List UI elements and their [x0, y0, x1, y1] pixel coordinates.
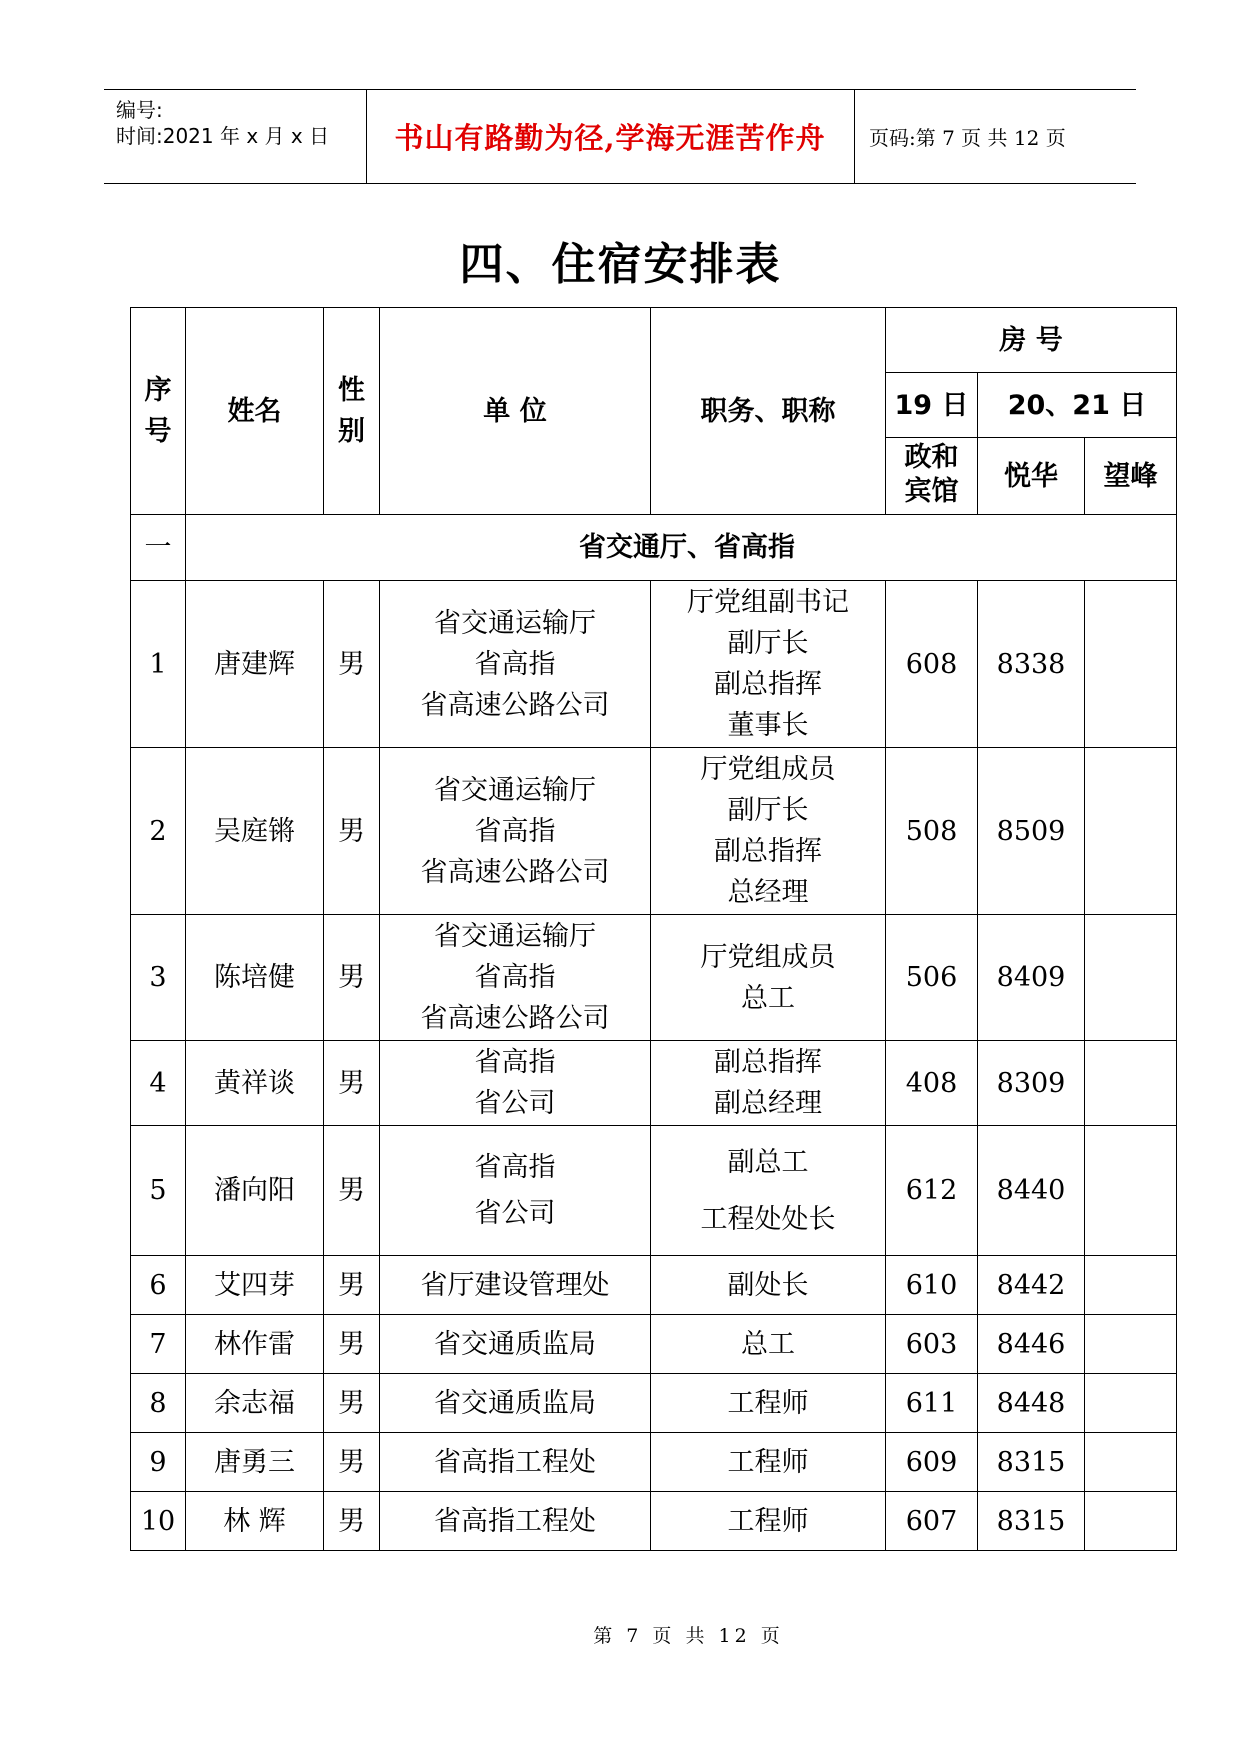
unit-line: 省交通运输厅: [434, 774, 596, 806]
table-row: [131, 748, 1177, 915]
table-row: [131, 1492, 1177, 1551]
cell-room-zhenghe: 408: [886, 1041, 978, 1126]
cell-position: [651, 1256, 886, 1315]
unit-line: 省高速公路公司: [420, 1003, 610, 1034]
motto: 书山有路勤为径,学海无涯苦作舟: [366, 90, 855, 183]
cell-room-wangfeng: [1085, 1374, 1177, 1433]
cell-gender: 男: [324, 748, 380, 915]
table-row: [131, 1315, 1177, 1374]
header-meta: [104, 90, 367, 183]
position-line: 工程师: [727, 1387, 809, 1419]
cell-position: [651, 748, 886, 915]
cell-gender: 男: [324, 1433, 380, 1492]
unit-line: 省高指: [474, 648, 556, 680]
cell-room-zhenghe: 611: [886, 1374, 978, 1433]
cell-unit: [380, 581, 651, 748]
cell-seq: 4: [131, 1041, 186, 1126]
cell-seq: 1: [131, 581, 186, 748]
cell-unit: [380, 1041, 651, 1126]
cell-name: 艾四芽: [186, 1256, 324, 1315]
unit-line: 省高指工程处: [434, 1446, 596, 1478]
cell-unit: [380, 1433, 651, 1492]
cell-seq: 5: [131, 1126, 186, 1256]
cell-name: 林作雷: [186, 1315, 324, 1374]
unit-line: 省交通质监局: [434, 1387, 596, 1419]
position-line: 总经理: [727, 877, 809, 908]
cell-unit: [380, 915, 651, 1041]
cell-room-zhenghe: 608: [886, 581, 978, 748]
cell-unit: [380, 1374, 651, 1433]
position-line: 副总指挥: [714, 836, 822, 867]
cell-room-wangfeng: [1085, 1256, 1177, 1315]
cell-room-wangfeng: [1085, 1315, 1177, 1374]
position-line: 副总工: [727, 1146, 809, 1178]
position-line: 副总经理: [714, 1088, 822, 1119]
cell-position: [651, 1126, 886, 1256]
cell-room-yuehua: 8509: [978, 748, 1085, 915]
header-name: 姓名: [186, 308, 324, 515]
header-day19: 19 日: [886, 373, 978, 438]
cell-name: 余志福: [186, 1374, 324, 1433]
table-row: [131, 1433, 1177, 1492]
header-hotel-zhenghe: [886, 438, 978, 515]
cell-room-zhenghe: 610: [886, 1256, 978, 1315]
cell-room-zhenghe: 603: [886, 1315, 978, 1374]
table-row: [131, 581, 1177, 748]
document-header: [104, 89, 1136, 184]
cell-name: 唐建辉: [186, 581, 324, 748]
table-row: [131, 1126, 1177, 1256]
header-hotel-zhenghe-text: 政和宾馆: [904, 441, 959, 507]
cell-unit: [380, 748, 651, 915]
page-footer: 第 7 页 共 12 页: [593, 1625, 784, 1647]
cell-unit: [380, 1492, 651, 1551]
cell-position: [651, 1433, 886, 1492]
position-line: 工程师: [727, 1505, 809, 1537]
cell-name: 陈培健: [186, 915, 324, 1041]
position-line: 厅党组成员: [700, 754, 836, 785]
cell-name: 吴庭锵: [186, 748, 324, 915]
cell-seq: 10: [131, 1492, 186, 1551]
header-room: 房 号: [886, 308, 1177, 373]
position-line: 工程处处长: [700, 1203, 836, 1235]
unit-line: 省高速公路公司: [420, 689, 610, 721]
table-row: [131, 1041, 1177, 1126]
cell-position: [651, 1374, 886, 1433]
cell-room-zhenghe: 607: [886, 1492, 978, 1551]
position-line: 副总指挥: [714, 669, 822, 700]
unit-line: 省公司: [474, 1197, 556, 1229]
unit-line: 省高速公路公司: [420, 856, 610, 888]
unit-line: 省交通运输厅: [434, 607, 596, 639]
unit-line: 省高指工程处: [434, 1505, 596, 1537]
cell-position: [651, 581, 886, 748]
number-label: 编号:: [116, 98, 163, 122]
cell-name: 唐勇三: [186, 1433, 324, 1492]
cell-room-yuehua: 8315: [978, 1492, 1085, 1551]
cell-seq: 9: [131, 1433, 186, 1492]
cell-room-zhenghe: 609: [886, 1433, 978, 1492]
cell-name: 林 辉: [186, 1492, 324, 1551]
header-position: 职务、职称: [651, 308, 886, 515]
cell-unit: [380, 1256, 651, 1315]
cell-gender: 男: [324, 1041, 380, 1126]
cell-room-zhenghe: 612: [886, 1126, 978, 1256]
cell-room-wangfeng: [1085, 748, 1177, 915]
cell-room-wangfeng: [1085, 1433, 1177, 1492]
position-line: 副厅长: [727, 795, 809, 826]
unit-line: 省高指: [474, 1151, 556, 1183]
unit-line: 省高指: [474, 815, 556, 847]
cell-room-yuehua: 8409: [978, 915, 1085, 1041]
unit-line: 省公司: [474, 1088, 556, 1119]
unit-line: 省交通质监局: [434, 1328, 596, 1360]
unit-line: 省厅建设管理处: [420, 1269, 610, 1301]
cell-room-yuehua: 8446: [978, 1315, 1085, 1374]
header-hotel-wangfeng: 望峰: [1085, 438, 1177, 515]
cell-unit: [380, 1315, 651, 1374]
cell-seq: 8: [131, 1374, 186, 1433]
header-gender: [324, 308, 380, 515]
cell-room-wangfeng: [1085, 1041, 1177, 1126]
header-unit: 单 位: [380, 308, 651, 515]
table-row: [131, 1256, 1177, 1315]
section-title: 省交通厅、省高指: [186, 515, 1177, 581]
cell-room-wangfeng: [1085, 1492, 1177, 1551]
cell-name: 黄祥谈: [186, 1041, 324, 1126]
page-label: 页码:第 7 页 共 12 页: [869, 126, 1066, 150]
cell-seq: 7: [131, 1315, 186, 1374]
position-line: 总工: [741, 1328, 795, 1360]
cell-gender: 男: [324, 1492, 380, 1551]
position-line: 工程师: [727, 1446, 809, 1478]
position-line: 总工: [741, 982, 795, 1014]
cell-room-zhenghe: 508: [886, 748, 978, 915]
cell-gender: 男: [324, 581, 380, 748]
cell-gender: 男: [324, 1256, 380, 1315]
cell-gender: 男: [324, 1126, 380, 1256]
position-line: 厅党组成员: [700, 941, 836, 973]
header-seq-text: 序号: [144, 375, 172, 447]
cell-seq: 6: [131, 1256, 186, 1315]
cell-room-yuehua: 8338: [978, 581, 1085, 748]
position-line: 董事长: [727, 710, 809, 741]
cell-room-yuehua: 8448: [978, 1374, 1085, 1433]
header-day20-21: 20、21 日: [978, 373, 1177, 438]
position-line: 副处长: [727, 1269, 809, 1301]
cell-position: [651, 1315, 886, 1374]
cell-room-wangfeng: [1085, 1126, 1177, 1256]
cell-gender: 男: [324, 1315, 380, 1374]
cell-room-yuehua: 8309: [978, 1041, 1085, 1126]
time-label: 时间:2021 年 x 月 x 日: [116, 124, 330, 148]
cell-room-yuehua: 8315: [978, 1433, 1085, 1492]
cell-room-yuehua: 8440: [978, 1126, 1085, 1256]
cell-room-wangfeng: [1085, 581, 1177, 748]
cell-seq: 3: [131, 915, 186, 1041]
unit-line: 省高指: [474, 962, 556, 993]
page-title: 四、住宿安排表: [459, 239, 782, 290]
cell-gender: 男: [324, 915, 380, 1041]
cell-position: [651, 915, 886, 1041]
header-seq: [131, 308, 186, 515]
position-line: 厅党组副书记: [687, 587, 849, 618]
section-number: 一: [131, 515, 186, 581]
cell-room-yuehua: 8442: [978, 1256, 1085, 1315]
cell-room-wangfeng: [1085, 915, 1177, 1041]
cell-gender: 男: [324, 1374, 380, 1433]
unit-line: 省高指: [474, 1047, 556, 1078]
cell-name: 潘向阳: [186, 1126, 324, 1256]
header-hotel-yuehua: 悦华: [978, 438, 1085, 515]
accommodation-table: [130, 307, 1177, 1551]
cell-position: [651, 1492, 886, 1551]
header-gender-text: 性别: [338, 375, 365, 447]
cell-seq: 2: [131, 748, 186, 915]
table-row: [131, 1374, 1177, 1433]
cell-unit: [380, 1126, 651, 1256]
cell-position: [651, 1041, 886, 1126]
position-line: 副总指挥: [714, 1047, 822, 1078]
cell-room-zhenghe: 506: [886, 915, 978, 1041]
unit-line: 省交通运输厅: [434, 921, 596, 952]
table-row: [131, 915, 1177, 1041]
position-line: 副厅长: [727, 628, 809, 659]
